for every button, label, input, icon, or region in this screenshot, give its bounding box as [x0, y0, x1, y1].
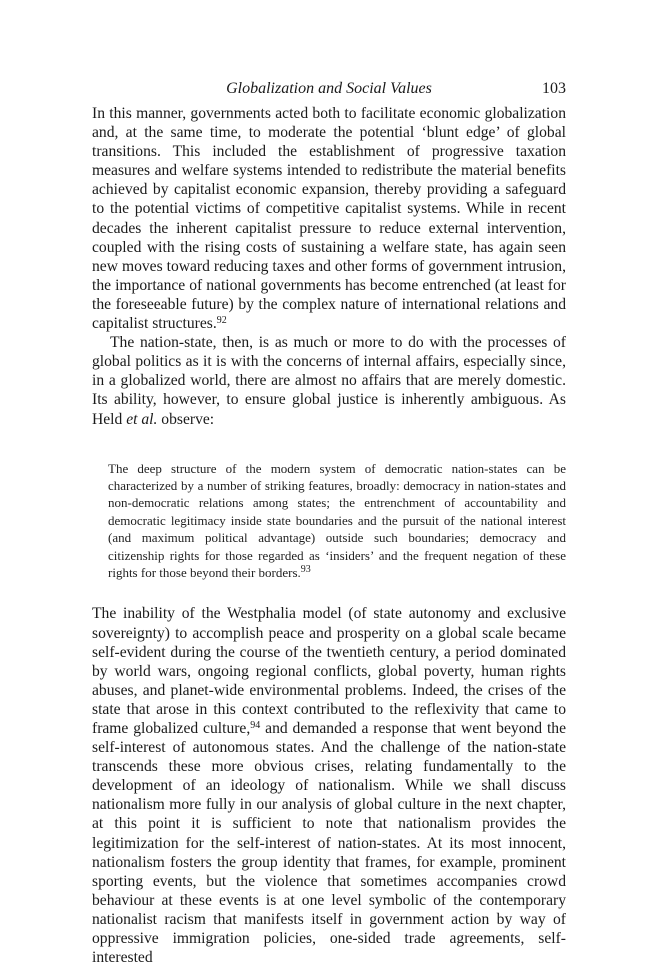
footnote-ref-92: 92	[216, 315, 227, 327]
page-number: 103	[542, 80, 566, 97]
footnote-ref-93: 93	[300, 564, 311, 576]
footnote-ref-94: 94	[250, 720, 261, 731]
block-quote	[108, 460, 566, 582]
paragraph-1-text: In this manner, governments acted both to facilitate economic globalization and, at the same time, to moderate the potential ‘blunt edge’ of global transitions. This included the establishment of progressive taxation measures and welfare systems intended to redistribute the material benefits achieved by capitalist economic expansion, thereby providing a safeguard to the potential victims of competitive capitalist systems. While in recent decades the inherent capitalist pressure to reduce external intervention, coupled with the rising costs of sustaining a welfare state, has again seen new moves toward reducing taxes and other forms of government intrusion, the importance of national governments has become entrenched (at least for the foreseeable future) by the complex nature of international relations and capitalist structures.	[92, 105, 566, 333]
paragraph-1	[92, 104, 566, 333]
paragraph-2-text: The nation-state, then, is as much or more to do with the processes of global politics as it is with the concerns of internal affairs, especially since, in a globalized world, there are almost no affairs that are merely domestic. Its ability, however, to ensure global justice is inherently ambiguous. As Held	[92, 334, 566, 428]
block-quote-text: The deep structure of the modern system of democratic nation-states can be characterized by a number of striking features, broadly: democracy in nation-states and non-democratic relations among states; the entrenchment of accountability and democratic legitimacy inside state boundaries and the pursuit of the national interest (and maximum political advantage) outside such boundaries; democracy and citizenship rights for those regarded as ‘insiders’ and the frequent negation of these rights for those beyond their borders.	[108, 460, 566, 581]
running-head	[92, 78, 566, 100]
running-title: Globalization and Social Values	[226, 80, 432, 97]
paragraph-2-end: observe:	[157, 410, 215, 428]
paragraph-3-text-a: The inability of the Westphalia model (of state autonomy and exclusive sovereignty) to accomplish peace and prosperity on a global scale became self-evident during the course of the twentieth century, a period dominated by world wars, ongoing regional conflicts, global poverty, human rights abuses, and planet-wide environmental problems. Indeed, the crises of the state that arose in this context contributed to the reflexivity that came to frame globalized culture,	[92, 605, 566, 737]
paragraph-3	[92, 604, 566, 967]
et-al: et al.	[126, 410, 158, 428]
paragraph-3-text-b: and demanded a response that went beyond the self-interest of autonomous states. And the challenge of the nation-state transcends these more obvious crises, relating fundamentally to the development of an ideology of nationalism. While we shall discuss nationalism more fully in our analysis of global culture in the next chapter, at this point it is sufficient to note that nationalism provides the legitimization for the self-interest of nation-states. At its most innocent, nationalism fosters the group identity that frames, for example, prominent sporting events, but the violence that sometimes accompanies crowd behaviour at these events is at one level symbolic of the contemporary nationalist racism that manifests itself in government action by way of oppressive immigration policies, one-sided trade agreements, self-interested	[92, 720, 567, 967]
paragraph-2	[92, 333, 566, 428]
body-text	[92, 104, 566, 967]
